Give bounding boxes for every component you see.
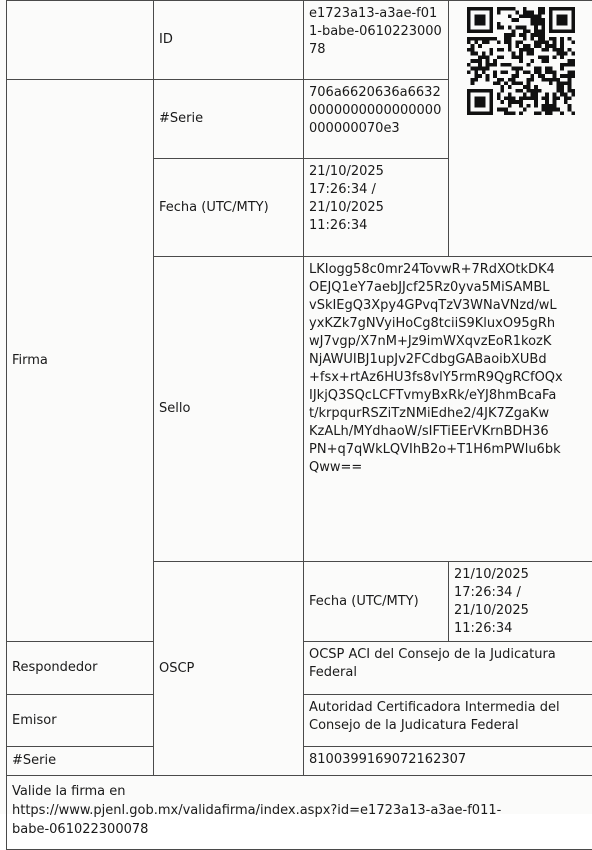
sello-line: PN+q7qWkLQVIhB2o+T1H6mPWlu6bk xyxy=(309,441,587,459)
sello-line: Qww== xyxy=(309,459,587,477)
id-value: e1723a13-a3ae-f011-babe-061022300078 xyxy=(304,1,449,80)
serie-value: 706a6620636a66320000000000000000000000070e3 xyxy=(304,80,449,159)
sello-line: NjAWUIBJ1upJv2FCdbgGABaoibXUBd xyxy=(309,351,587,369)
ocsp-serie-value: 8100399169072162307 xyxy=(304,747,592,776)
ocsp-fecha-value: 21/10/2025 17:26:34 / 21/10/2025 11:26:34 xyxy=(449,562,592,642)
sello-line: LKIogg58c0mr24TovwR+7RdXOtkDK4 xyxy=(309,261,587,279)
sello-line: yxKZk7gNVyiHoCg8tciiS9KluxO95gRh xyxy=(309,315,587,333)
ocsp-group-label: OSCP xyxy=(154,562,304,776)
fecha-line: 11:26:34 xyxy=(309,217,443,235)
sello-line: t/krpqurRSZiTzNMiEdhe2/4JK7ZgaKw xyxy=(309,405,587,423)
group-empty-cell xyxy=(7,1,154,80)
id-label: ID xyxy=(154,1,304,80)
ocsp-serie-label: #Serie xyxy=(7,747,154,776)
ocsp-respondedor-label: Respondedor xyxy=(7,642,154,695)
row-footer xyxy=(7,776,592,850)
fecha-line: 21/10/2025 xyxy=(309,199,443,217)
sello-line: wJ7vgp/X7nM+Jz9imWXqvzEoR1kozK xyxy=(309,333,587,351)
ocsp-fecha-label: Fecha (UTC/MTY) xyxy=(304,562,449,642)
footer-text: Valide la firma en xyxy=(12,782,587,801)
fecha-value xyxy=(304,159,449,257)
sello-value xyxy=(304,257,592,562)
ocsp-emisor-value: Autoridad Certificadora Intermedia del Consejo de la Judicatura Federal xyxy=(304,695,592,747)
ocsp-emisor-label: Emisor xyxy=(7,695,154,747)
validation-link[interactable]: https://www.pjenl.gob.mx/validafirma/index.aspx?id=e1723a13-a3ae-f011- xyxy=(12,801,587,820)
row-id xyxy=(7,1,592,80)
fecha-line: 21/10/2025 xyxy=(309,163,443,181)
signature-table xyxy=(6,0,592,850)
sello-line: KzALh/MYdhaoW/sIFTiEErVKrnBDH36 xyxy=(309,423,587,441)
qr-code-icon xyxy=(467,7,575,115)
validation-footer xyxy=(7,776,592,850)
firma-group-label: Firma xyxy=(7,80,154,642)
serie-label: #Serie xyxy=(154,80,304,159)
validation-link-cont[interactable]: babe-061022300078 xyxy=(12,820,587,839)
qr-cell xyxy=(449,1,592,257)
fecha-line: 17:26:34 / xyxy=(309,181,443,199)
sello-line: +fsx+rtAz6HU3fs8vlY5rmR9QgRCfOQx xyxy=(309,369,587,387)
ocsp-respondedor-value: OCSP ACI del Consejo de la Judicatura Federal xyxy=(304,642,592,695)
sello-line: OEJQ1eY7aebJJcf25Rz0yva5MiSAMBL xyxy=(309,279,587,297)
sello-line: vSkIEgQ3Xpy4GPvqTzV3WNaVNzd/wL xyxy=(309,297,587,315)
fecha-label: Fecha (UTC/MTY) xyxy=(154,159,304,257)
sello-label: Sello xyxy=(154,257,304,562)
sello-line: IJkjQ3SQcLCFTvmyBxRk/eYJ8hmBcaFa xyxy=(309,387,587,405)
